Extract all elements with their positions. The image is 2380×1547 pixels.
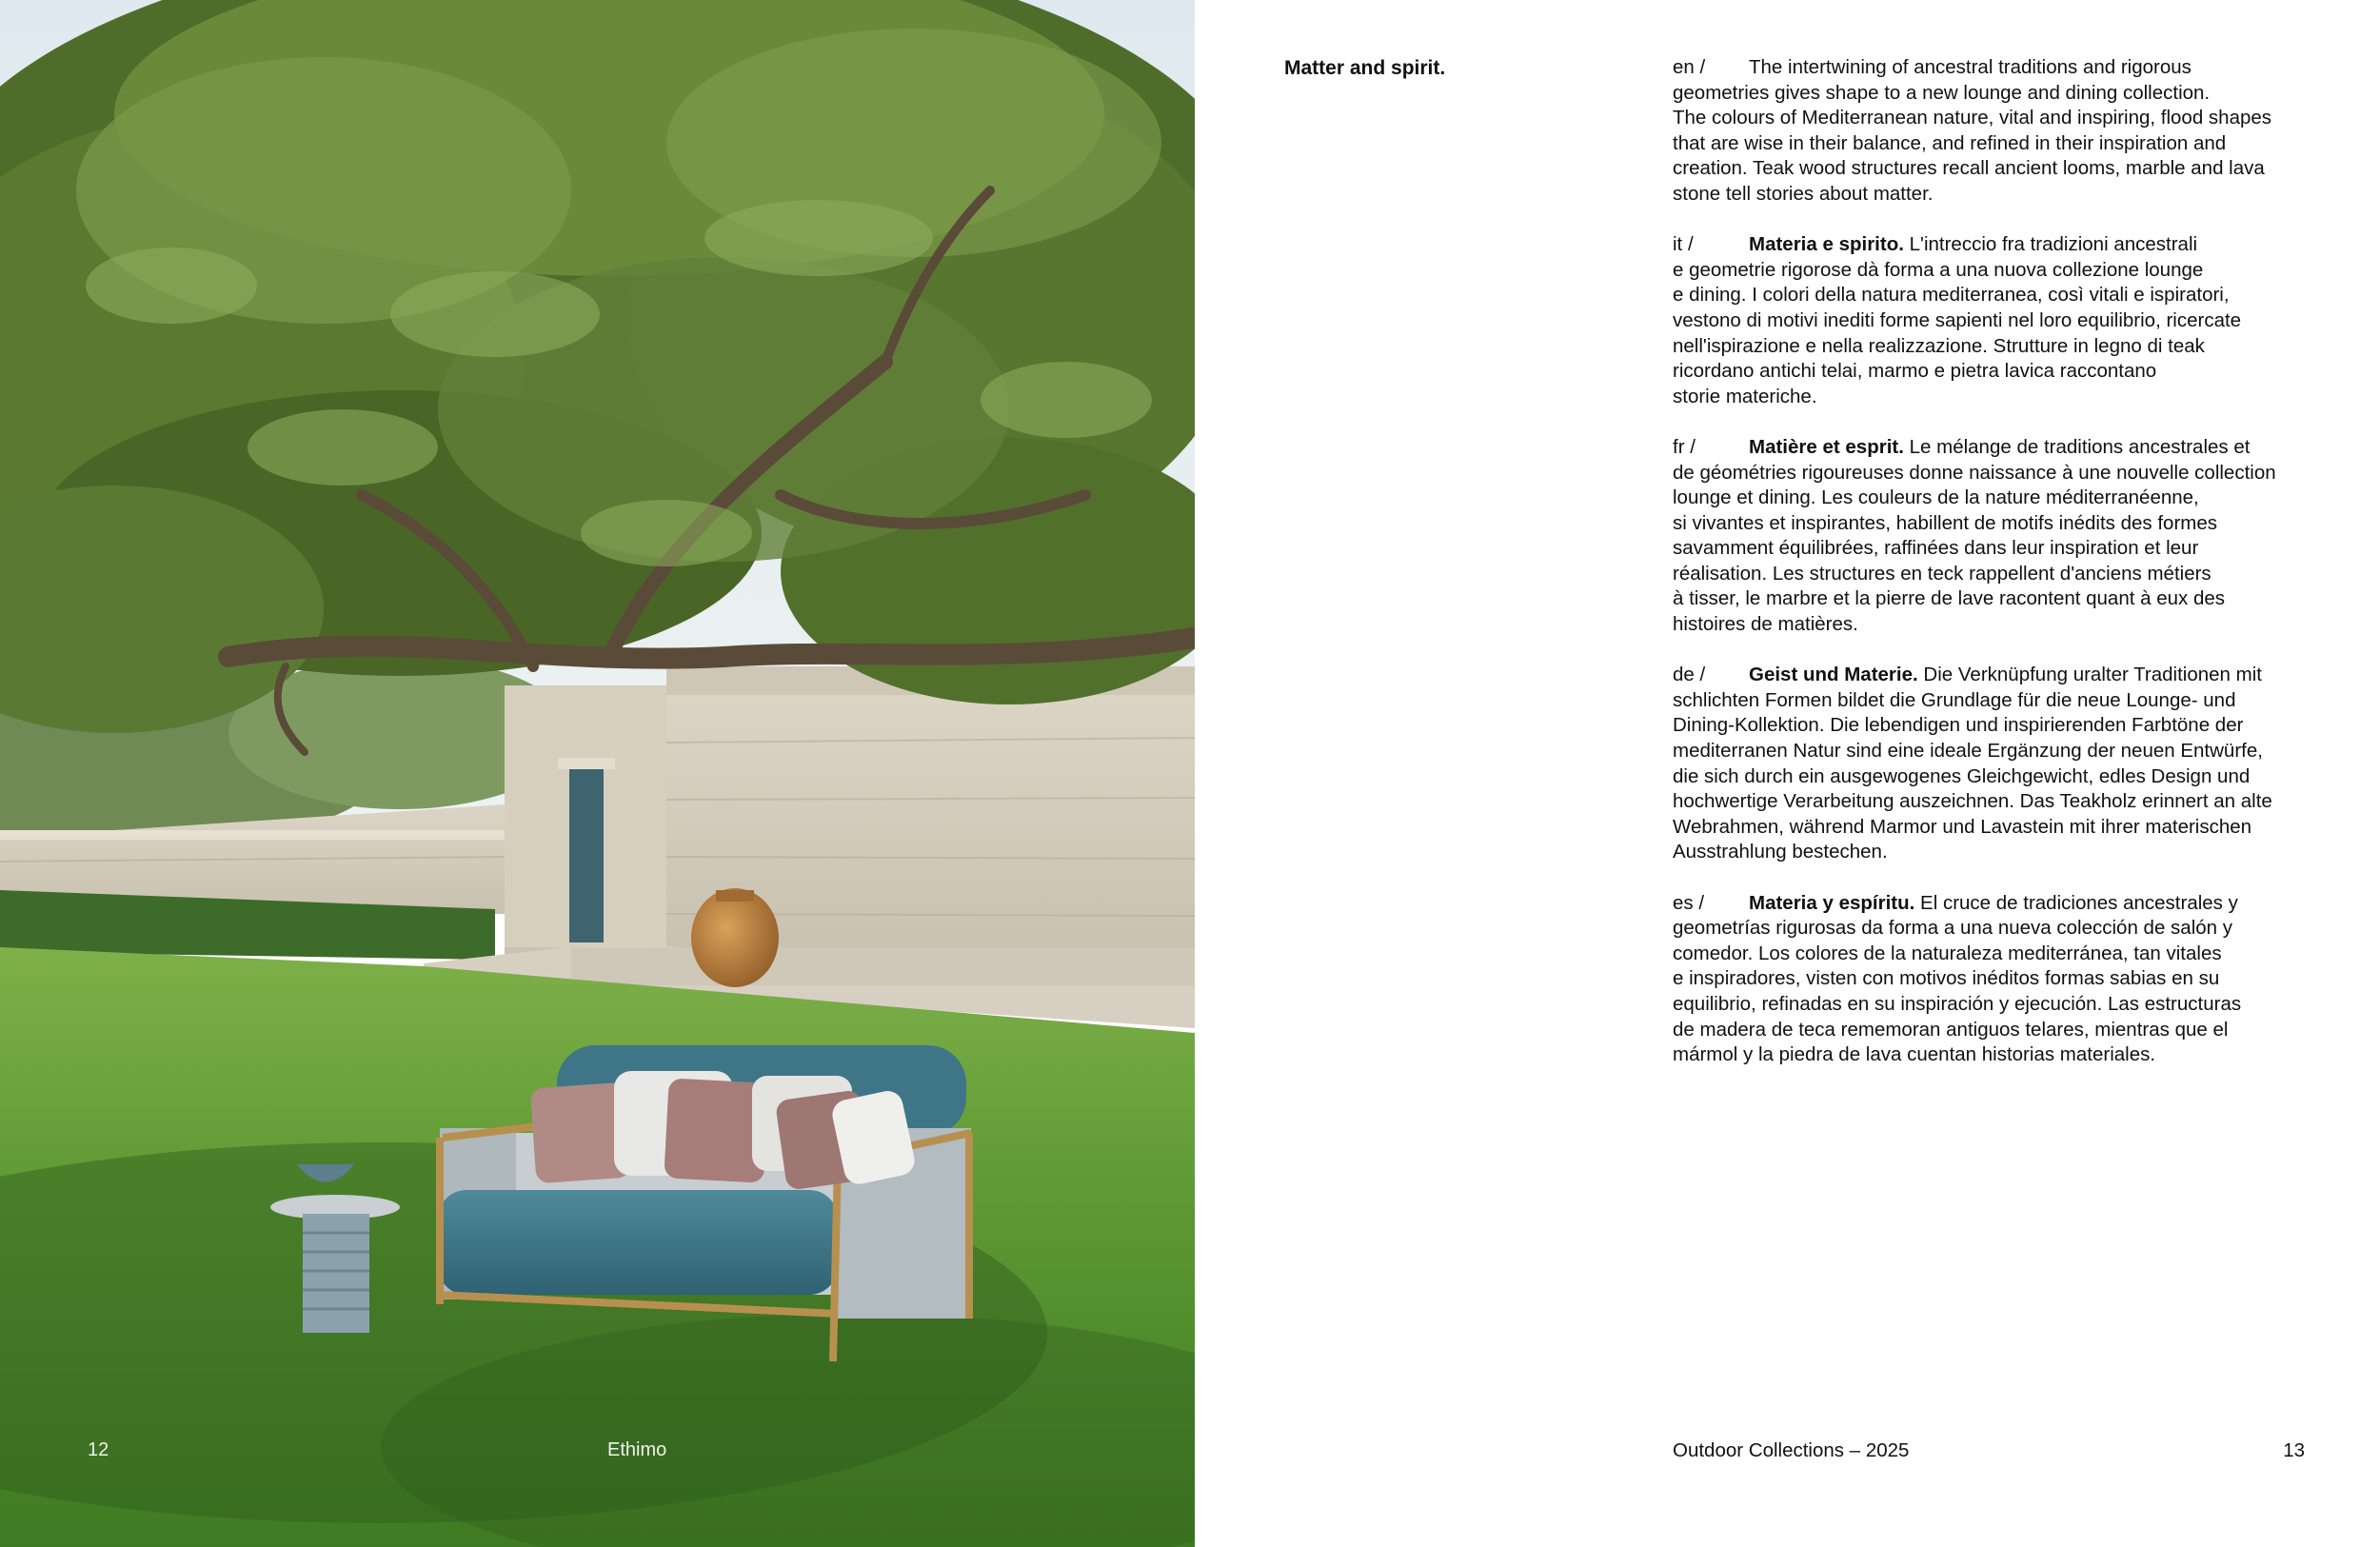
lang-block-es [1673, 891, 2315, 1068]
text-line: The colours of Mediterranean nature, vital and inspiring, flood shapes [1673, 107, 2272, 129]
text-line: mármol y la piedra de lava cuentan historias materiales. [1673, 1043, 2156, 1066]
text-line: de géométries rigoureuses donne naissance à une nouvelle collection [1673, 461, 2276, 484]
lang-heading: Matière et esprit. [1749, 435, 1904, 458]
text-line: stone tell stories about matter. [1673, 182, 1934, 205]
text-line: réalisation. Les structures en teck rappellent d'anciens métiers [1673, 562, 2211, 585]
text-line: equilibrio, refinadas en su inspiración y ejecución. Las estructuras [1673, 992, 2242, 1015]
lang-code: en / [1673, 56, 1706, 78]
text-line: histoires de matières. [1673, 613, 1858, 636]
brand-name: Ethimo [607, 1439, 667, 1460]
text-line [1673, 232, 2315, 258]
text-line: geometries gives shape to a new lounge and dining collection. [1673, 81, 2211, 104]
text-line: storie materiche. [1673, 385, 1817, 407]
text-page [1195, 0, 2380, 1547]
text-line: e geometrie rigorose dà forma a una nuova collezione lounge [1673, 258, 2204, 281]
text-line-body: Le mélange de traditions ancestrales et [1909, 435, 2251, 458]
lang-block-en [1673, 55, 2315, 208]
text-line: die sich durch ein ausgewogenes Gleichgewicht, edles Design und [1673, 764, 2251, 787]
text-line-body: L'intreccio fra tradizioni ancestrali [1909, 233, 2198, 256]
lang-block-it [1673, 232, 2315, 409]
text-line: e dining. I colori della natura mediterranea, così vitali e ispiratori, [1673, 284, 2230, 307]
lang-heading: Geist und Materie. [1749, 664, 1918, 686]
text-line: de madera de teca rememoran antiguos telares, mientras que el [1673, 1018, 2229, 1041]
page-number-left: 12 [88, 1439, 109, 1460]
text-line: mediterranen Natur sind eine ideale Ergänzung der neuen Entwürfe, [1673, 740, 2263, 763]
text-line: savamment équilibrées, raffinées dans leur inspiration et leur [1673, 537, 2199, 560]
text-line-body: Die Verknüpfung uralter Traditionen mit [1923, 664, 2262, 686]
multilingual-text-column [1673, 55, 2315, 1093]
text-line: vestono di motivi inediti forme sapienti nel loro equilibrio, ricercate [1673, 308, 2242, 331]
lang-block-fr [1673, 435, 2315, 638]
text-line: creation. Teak wood structures recall ancient looms, marble and lava [1673, 157, 2265, 180]
text-line: comedor. Los colores de la naturaleza mediterránea, tan vitales [1673, 942, 2222, 964]
text-line: schlichten Formen bildet die Grundlage für die neue Lounge- und [1673, 688, 2236, 711]
text-line-body: The intertwining of ancestral traditions and rigorous [1749, 56, 2192, 78]
text-line: Dining-Kollektion. Die lebendigen und inspirierenden Farbtöne der [1673, 714, 2244, 737]
text-line [1673, 663, 2315, 688]
text-line: e inspiradores, visten con motivos inéditos formas sabias en su [1673, 967, 2220, 990]
text-line: nell'ispirazione e nella realizzazione. Strutture in legno di teak [1673, 334, 2205, 357]
text-line: à tisser, le marbre et la pierre de lave racontent quant à eux des [1673, 587, 2226, 610]
lang-code: fr / [1673, 435, 1696, 458]
text-line-body: El cruce de tradiciones ancestrales y [1920, 891, 2238, 914]
lang-heading: Materia y espíritu. [1749, 891, 1915, 914]
text-line: that are wise in their balance, and refined in their inspiration and [1673, 131, 2227, 154]
lang-code: es / [1673, 891, 1705, 914]
text-line: Webrahmen, während Marmor und Lavastein mit ihrer materischen [1673, 815, 2252, 838]
lang-heading: Materia e spirito. [1749, 233, 1904, 256]
footer-title: Outdoor Collections – 2025 [1673, 1439, 1910, 1461]
page-number-right: 13 [2283, 1439, 2305, 1461]
lang-code: de / [1673, 664, 1706, 686]
text-line: hochwertige Verarbeitung auszeichnen. Das Teakholz erinnert an alte [1673, 790, 2272, 813]
text-line: geometrías rigurosas da forma a una nueva colección de salón y [1673, 917, 2233, 940]
text-line: Ausstrahlung bestechen. [1673, 841, 1888, 863]
text-line: ricordano antichi telai, marmo e pietra lavica raccontano [1673, 360, 2157, 383]
text-line [1673, 891, 2315, 917]
text-line: si vivantes et inspirantes, habillent de motifs inédits des formes [1673, 511, 2217, 534]
lang-code: it / [1673, 233, 1694, 256]
text-line [1673, 435, 2315, 461]
section-title: Matter and spirit. [1284, 57, 1446, 79]
text-line: lounge et dining. Les couleurs de la nature méditerranéenne, [1673, 486, 2199, 509]
text-line [1673, 55, 2315, 81]
lang-block-de [1673, 663, 2315, 865]
